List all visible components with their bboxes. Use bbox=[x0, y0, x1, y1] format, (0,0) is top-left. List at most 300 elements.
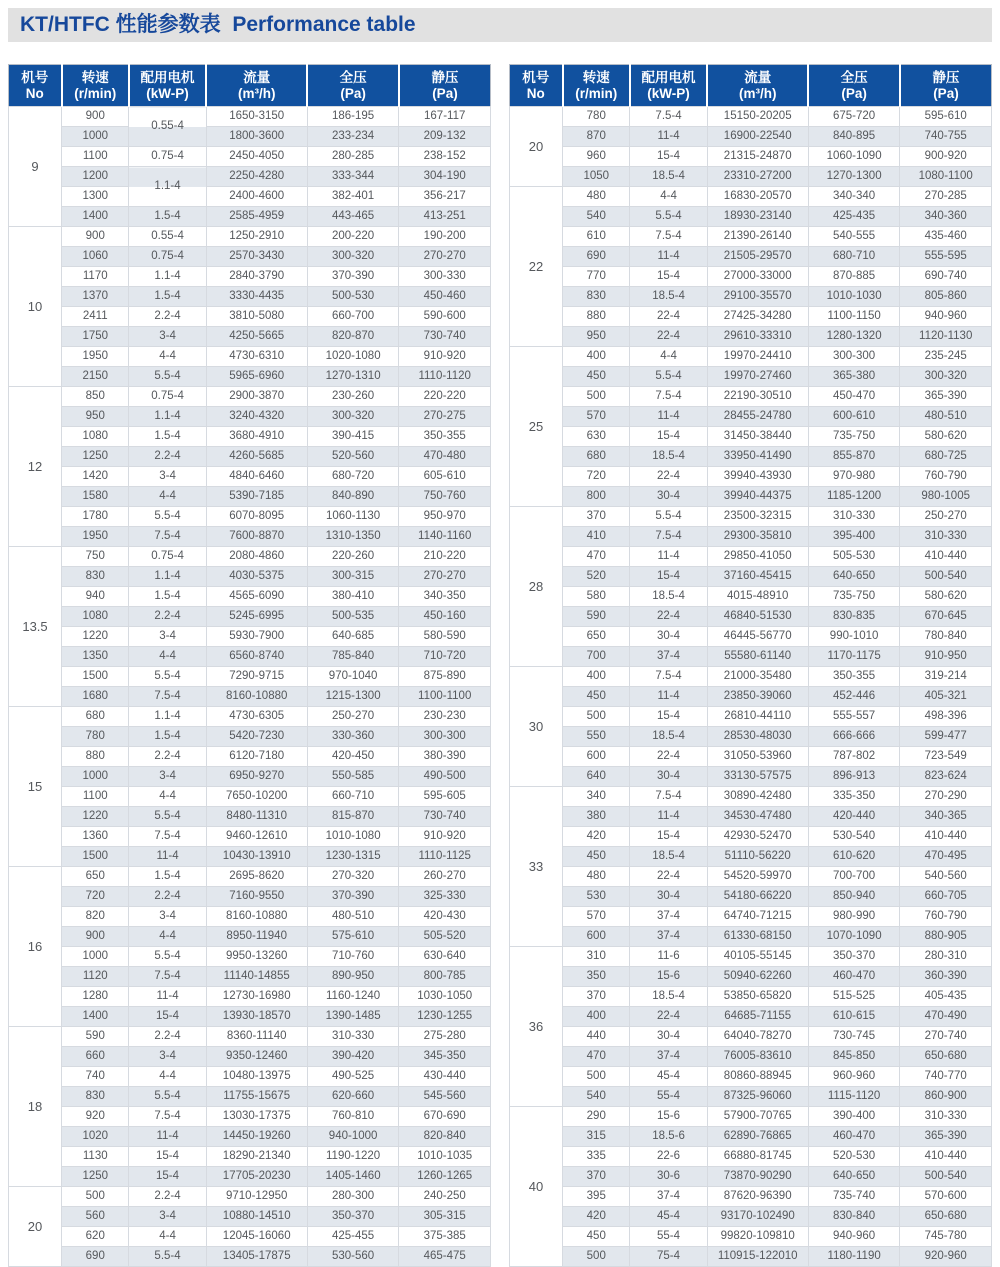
machine-no-cell: 18 bbox=[9, 1027, 62, 1187]
rpm-cell: 1750 bbox=[62, 327, 129, 347]
static-pressure-cell: 405-435 bbox=[900, 987, 992, 1007]
flow-cell: 8480-11310 bbox=[206, 807, 307, 827]
motor-cell: 11-4 bbox=[129, 847, 206, 867]
rpm-cell: 1580 bbox=[62, 487, 129, 507]
machine-no-cell: 40 bbox=[510, 1107, 563, 1267]
full-pressure-cell: 310-330 bbox=[307, 1027, 399, 1047]
full-pressure-cell: 300-320 bbox=[307, 407, 399, 427]
static-pressure-cell: 410-440 bbox=[900, 827, 992, 847]
full-pressure-cell: 575-610 bbox=[307, 927, 399, 947]
static-pressure-cell: 823-624 bbox=[900, 767, 992, 787]
motor-cell: 4-4 bbox=[129, 487, 206, 507]
motor-cell: 4-4 bbox=[129, 787, 206, 807]
flow-cell: 3810-5080 bbox=[206, 307, 307, 327]
full-pressure-cell: 300-300 bbox=[808, 347, 900, 367]
rpm-cell: 570 bbox=[563, 907, 630, 927]
flow-cell: 10430-13910 bbox=[206, 847, 307, 867]
rpm-cell: 450 bbox=[563, 1227, 630, 1247]
motor-cell: 1.5-4 bbox=[129, 287, 206, 307]
machine-no-cell: 30 bbox=[510, 667, 563, 787]
rpm-cell: 830 bbox=[62, 567, 129, 587]
motor-cell: 7.5-4 bbox=[630, 107, 707, 127]
rpm-cell: 380 bbox=[563, 807, 630, 827]
full-pressure-cell: 785-840 bbox=[307, 647, 399, 667]
motor-cell: 2.2-4 bbox=[129, 747, 206, 767]
full-pressure-cell: 640-650 bbox=[808, 567, 900, 587]
rpm-cell: 350 bbox=[563, 967, 630, 987]
static-pressure-cell: 300-330 bbox=[399, 267, 491, 287]
flow-cell: 29300-35810 bbox=[707, 527, 808, 547]
full-pressure-cell: 350-370 bbox=[307, 1207, 399, 1227]
motor-cell: 11-6 bbox=[630, 947, 707, 967]
static-pressure-cell: 240-250 bbox=[399, 1187, 491, 1207]
flow-cell: 8360-11140 bbox=[206, 1027, 307, 1047]
rpm-cell: 540 bbox=[563, 1087, 630, 1107]
full-pressure-cell: 666-666 bbox=[808, 727, 900, 747]
static-pressure-cell: 380-390 bbox=[399, 747, 491, 767]
static-pressure-cell: 260-270 bbox=[399, 867, 491, 887]
static-pressure-cell: 470-490 bbox=[900, 1007, 992, 1027]
full-pressure-cell: 515-525 bbox=[808, 987, 900, 1007]
static-pressure-cell: 304-190 bbox=[399, 167, 491, 187]
column-header: 静压 (Pa) bbox=[900, 65, 992, 107]
flow-cell: 21390-26140 bbox=[707, 227, 808, 247]
static-pressure-cell: 760-790 bbox=[900, 467, 992, 487]
full-pressure-cell: 980-990 bbox=[808, 907, 900, 927]
static-pressure-cell: 730-740 bbox=[399, 327, 491, 347]
full-pressure-cell: 680-710 bbox=[808, 247, 900, 267]
static-pressure-cell: 410-440 bbox=[900, 547, 992, 567]
flow-cell: 29610-33310 bbox=[707, 327, 808, 347]
flow-cell: 8160-10880 bbox=[206, 687, 307, 707]
rpm-cell: 500 bbox=[563, 1067, 630, 1087]
flow-cell: 11140-14855 bbox=[206, 967, 307, 987]
motor-cell: 0.75-4 bbox=[129, 387, 206, 407]
motor-cell: 5.5-4 bbox=[630, 367, 707, 387]
page-title: KT/HTFC 性能参数表 Performance table bbox=[20, 13, 416, 36]
flow-cell: 14450-19260 bbox=[206, 1127, 307, 1147]
full-pressure-cell: 1215-1300 bbox=[307, 687, 399, 707]
static-pressure-cell: 300-320 bbox=[900, 367, 992, 387]
flow-cell: 53850-65820 bbox=[707, 987, 808, 1007]
rpm-cell: 1500 bbox=[62, 667, 129, 687]
full-pressure-cell: 505-530 bbox=[808, 547, 900, 567]
full-pressure-cell: 1070-1090 bbox=[808, 927, 900, 947]
motor-cell: 5.5-4 bbox=[630, 207, 707, 227]
full-pressure-cell: 830-835 bbox=[808, 607, 900, 627]
motor-cell: 3-4 bbox=[129, 767, 206, 787]
flow-cell: 99820-109810 bbox=[707, 1227, 808, 1247]
motor-cell: 11-4 bbox=[630, 407, 707, 427]
motor-cell: 2.2-4 bbox=[129, 1187, 206, 1207]
flow-cell: 13930-18570 bbox=[206, 1007, 307, 1027]
static-pressure-cell: 1030-1050 bbox=[399, 987, 491, 1007]
motor-cell: 5.5-4 bbox=[129, 947, 206, 967]
static-pressure-cell: 910-920 bbox=[399, 347, 491, 367]
flow-cell: 4250-5665 bbox=[206, 327, 307, 347]
flow-cell: 2450-4050 bbox=[206, 147, 307, 167]
flow-cell: 4730-6310 bbox=[206, 347, 307, 367]
static-pressure-cell: 375-385 bbox=[399, 1227, 491, 1247]
flow-cell: 50940-62260 bbox=[707, 967, 808, 987]
static-pressure-cell: 1110-1120 bbox=[399, 367, 491, 387]
rpm-cell: 600 bbox=[563, 747, 630, 767]
flow-cell: 8160-10880 bbox=[206, 907, 307, 927]
static-pressure-cell: 920-960 bbox=[900, 1247, 992, 1267]
full-pressure-cell: 1405-1460 bbox=[307, 1167, 399, 1187]
rpm-cell: 400 bbox=[563, 347, 630, 367]
motor-cell: 22-4 bbox=[630, 307, 707, 327]
rpm-cell: 950 bbox=[563, 327, 630, 347]
motor-cell: 15-4 bbox=[630, 147, 707, 167]
flow-cell: 9460-12610 bbox=[206, 827, 307, 847]
static-pressure-cell: 875-890 bbox=[399, 667, 491, 687]
column-header: 静压 (Pa) bbox=[399, 65, 491, 107]
rpm-cell: 1130 bbox=[62, 1147, 129, 1167]
full-pressure-cell: 735-750 bbox=[808, 427, 900, 447]
flow-cell: 10480-13975 bbox=[206, 1067, 307, 1087]
full-pressure-cell: 220-260 bbox=[307, 547, 399, 567]
rpm-cell: 1950 bbox=[62, 527, 129, 547]
flow-cell: 29850-41050 bbox=[707, 547, 808, 567]
flow-cell: 29100-35570 bbox=[707, 287, 808, 307]
flow-cell: 5390-7185 bbox=[206, 487, 307, 507]
static-pressure-cell: 570-600 bbox=[900, 1187, 992, 1207]
full-pressure-cell: 600-610 bbox=[808, 407, 900, 427]
rpm-cell: 1350 bbox=[62, 647, 129, 667]
full-pressure-cell: 735-750 bbox=[808, 587, 900, 607]
rpm-cell: 1020 bbox=[62, 1127, 129, 1147]
static-pressure-cell: 340-365 bbox=[900, 807, 992, 827]
motor-cell: 22-4 bbox=[630, 747, 707, 767]
full-pressure-cell: 425-455 bbox=[307, 1227, 399, 1247]
motor-cell: 4-4 bbox=[129, 647, 206, 667]
full-pressure-cell: 350-355 bbox=[808, 667, 900, 687]
static-pressure-cell: 670-645 bbox=[900, 607, 992, 627]
column-header: 配用电机 (kW-P) bbox=[129, 65, 206, 107]
static-pressure-cell: 740-770 bbox=[900, 1067, 992, 1087]
flow-cell: 5420-7230 bbox=[206, 727, 307, 747]
flow-cell: 6120-7180 bbox=[206, 747, 307, 767]
full-pressure-cell: 970-1040 bbox=[307, 667, 399, 687]
flow-cell: 33130-57575 bbox=[707, 767, 808, 787]
full-pressure-cell: 1390-1485 bbox=[307, 1007, 399, 1027]
motor-cell: 7.5-4 bbox=[129, 1107, 206, 1127]
static-pressure-cell: 540-560 bbox=[900, 867, 992, 887]
rpm-cell: 1370 bbox=[62, 287, 129, 307]
motor-cell: 5.5-4 bbox=[129, 507, 206, 527]
flow-cell: 39940-44375 bbox=[707, 487, 808, 507]
static-pressure-cell: 710-720 bbox=[399, 647, 491, 667]
rpm-cell: 720 bbox=[62, 887, 129, 907]
flow-cell: 12730-16980 bbox=[206, 987, 307, 1007]
rpm-cell: 370 bbox=[563, 1167, 630, 1187]
flow-cell: 6070-8095 bbox=[206, 507, 307, 527]
motor-cell: 1.5-4 bbox=[129, 867, 206, 887]
machine-no-cell: 13.5 bbox=[9, 547, 62, 707]
motor-cell: 18.5-4 bbox=[630, 987, 707, 1007]
motor-cell: 4-4 bbox=[630, 187, 707, 207]
motor-cell: 15-4 bbox=[630, 827, 707, 847]
rpm-cell: 720 bbox=[563, 467, 630, 487]
full-pressure-cell: 382-401 bbox=[307, 187, 399, 207]
full-pressure-cell: 970-980 bbox=[808, 467, 900, 487]
flow-cell: 46445-56770 bbox=[707, 627, 808, 647]
full-pressure-cell: 520-560 bbox=[307, 447, 399, 467]
flow-cell: 2080-4860 bbox=[206, 547, 307, 567]
machine-no-cell: 10 bbox=[9, 227, 62, 387]
static-pressure-cell: 730-740 bbox=[399, 807, 491, 827]
motor-cell: 0.75-4 bbox=[129, 147, 206, 167]
static-pressure-cell: 1080-1100 bbox=[900, 167, 992, 187]
full-pressure-cell: 675-720 bbox=[808, 107, 900, 127]
column-header: 配用电机 (kW-P) bbox=[630, 65, 707, 107]
rpm-cell: 600 bbox=[563, 927, 630, 947]
flow-cell: 21505-29570 bbox=[707, 247, 808, 267]
rpm-cell: 850 bbox=[62, 387, 129, 407]
full-pressure-cell: 333-344 bbox=[307, 167, 399, 187]
full-pressure-cell: 990-1010 bbox=[808, 627, 900, 647]
flow-cell: 87620-96390 bbox=[707, 1187, 808, 1207]
motor-cell: 15-4 bbox=[630, 707, 707, 727]
motor-cell: 0.55-4 bbox=[129, 107, 206, 147]
static-pressure-cell: 760-790 bbox=[900, 907, 992, 927]
static-pressure-cell: 500-540 bbox=[900, 567, 992, 587]
column-header: 全压 (Pa) bbox=[808, 65, 900, 107]
rpm-cell: 580 bbox=[563, 587, 630, 607]
flow-cell: 2695-8620 bbox=[206, 867, 307, 887]
static-pressure-cell: 450-460 bbox=[399, 287, 491, 307]
motor-cell: 7.5-4 bbox=[129, 527, 206, 547]
rpm-cell: 540 bbox=[563, 207, 630, 227]
full-pressure-cell: 1010-1080 bbox=[307, 827, 399, 847]
rpm-cell: 770 bbox=[563, 267, 630, 287]
motor-cell: 22-4 bbox=[630, 607, 707, 627]
rpm-cell: 450 bbox=[563, 367, 630, 387]
static-pressure-cell: 310-330 bbox=[900, 527, 992, 547]
column-header: 流量 (m³/h) bbox=[707, 65, 808, 107]
rpm-cell: 1060 bbox=[62, 247, 129, 267]
motor-cell: 0.55-4 bbox=[129, 227, 206, 247]
flow-cell: 93170-102490 bbox=[707, 1207, 808, 1227]
full-pressure-cell: 1170-1175 bbox=[808, 647, 900, 667]
static-pressure-cell: 405-321 bbox=[900, 687, 992, 707]
rpm-cell: 450 bbox=[563, 847, 630, 867]
full-pressure-cell: 870-885 bbox=[808, 267, 900, 287]
static-pressure-cell: 430-440 bbox=[399, 1067, 491, 1087]
motor-cell: 11-4 bbox=[630, 687, 707, 707]
static-pressure-cell: 190-200 bbox=[399, 227, 491, 247]
motor-cell: 18.5-4 bbox=[630, 287, 707, 307]
static-pressure-cell: 740-755 bbox=[900, 127, 992, 147]
flow-cell: 57900-70765 bbox=[707, 1107, 808, 1127]
static-pressure-cell: 1010-1035 bbox=[399, 1147, 491, 1167]
motor-cell: 3-4 bbox=[129, 1207, 206, 1227]
flow-cell: 1250-2910 bbox=[206, 227, 307, 247]
full-pressure-cell: 640-685 bbox=[307, 627, 399, 647]
full-pressure-cell: 420-440 bbox=[808, 807, 900, 827]
rpm-cell: 370 bbox=[563, 507, 630, 527]
motor-cell: 22-4 bbox=[630, 867, 707, 887]
flow-cell: 110915-122010 bbox=[707, 1247, 808, 1267]
static-pressure-cell: 505-520 bbox=[399, 927, 491, 947]
rpm-cell: 335 bbox=[563, 1147, 630, 1167]
full-pressure-cell: 820-870 bbox=[307, 327, 399, 347]
motor-cell: 11-4 bbox=[630, 807, 707, 827]
rpm-cell: 530 bbox=[563, 887, 630, 907]
full-pressure-cell: 830-840 bbox=[808, 1207, 900, 1227]
full-pressure-cell: 480-510 bbox=[307, 907, 399, 927]
full-pressure-cell: 555-557 bbox=[808, 707, 900, 727]
flow-cell: 23500-32315 bbox=[707, 507, 808, 527]
full-pressure-cell: 1270-1310 bbox=[307, 367, 399, 387]
flow-cell: 30890-42480 bbox=[707, 787, 808, 807]
motor-cell: 4-4 bbox=[129, 1067, 206, 1087]
rpm-cell: 2150 bbox=[62, 367, 129, 387]
flow-cell: 42930-52470 bbox=[707, 827, 808, 847]
flow-cell: 16900-22540 bbox=[707, 127, 808, 147]
static-pressure-cell: 980-1005 bbox=[900, 487, 992, 507]
rpm-cell: 500 bbox=[563, 387, 630, 407]
machine-no-cell: 9 bbox=[9, 107, 62, 227]
static-pressure-cell: 500-540 bbox=[900, 1167, 992, 1187]
motor-cell: 45-4 bbox=[630, 1067, 707, 1087]
motor-cell: 37-4 bbox=[630, 1047, 707, 1067]
rpm-cell: 420 bbox=[563, 1207, 630, 1227]
flow-cell: 4840-6460 bbox=[206, 467, 307, 487]
static-pressure-cell: 650-680 bbox=[900, 1207, 992, 1227]
flow-cell: 40105-55145 bbox=[707, 947, 808, 967]
flow-cell: 4565-6090 bbox=[206, 587, 307, 607]
motor-cell: 1.1-4 bbox=[129, 407, 206, 427]
rpm-cell: 1250 bbox=[62, 447, 129, 467]
full-pressure-cell: 1270-1300 bbox=[808, 167, 900, 187]
rpm-cell: 950 bbox=[62, 407, 129, 427]
rpm-cell: 640 bbox=[563, 767, 630, 787]
flow-cell: 8950-11940 bbox=[206, 927, 307, 947]
motor-cell: 55-4 bbox=[630, 1087, 707, 1107]
static-pressure-cell: 1120-1130 bbox=[900, 327, 992, 347]
motor-cell: 11-4 bbox=[630, 547, 707, 567]
motor-cell: 45-4 bbox=[630, 1207, 707, 1227]
motor-cell: 5.5-4 bbox=[129, 1087, 206, 1107]
static-pressure-cell: 270-740 bbox=[900, 1027, 992, 1047]
motor-cell: 18.5-4 bbox=[630, 167, 707, 187]
rpm-cell: 830 bbox=[62, 1087, 129, 1107]
motor-cell: 18.5-4 bbox=[630, 847, 707, 867]
rpm-cell: 620 bbox=[62, 1227, 129, 1247]
flow-cell: 2585-4959 bbox=[206, 207, 307, 227]
rpm-cell: 550 bbox=[563, 727, 630, 747]
flow-cell: 64685-71155 bbox=[707, 1007, 808, 1027]
motor-cell: 15-4 bbox=[129, 1147, 206, 1167]
static-pressure-cell: 1230-1255 bbox=[399, 1007, 491, 1027]
flow-cell: 12045-16060 bbox=[206, 1227, 307, 1247]
flow-cell: 22190-30510 bbox=[707, 387, 808, 407]
full-pressure-cell: 1100-1150 bbox=[808, 307, 900, 327]
motor-cell: 5.5-4 bbox=[129, 667, 206, 687]
static-pressure-cell: 590-600 bbox=[399, 307, 491, 327]
rpm-cell: 1500 bbox=[62, 847, 129, 867]
full-pressure-cell: 1160-1240 bbox=[307, 987, 399, 1007]
rpm-cell: 1360 bbox=[62, 827, 129, 847]
rpm-cell: 900 bbox=[62, 227, 129, 247]
full-pressure-cell: 610-615 bbox=[808, 1007, 900, 1027]
static-pressure-cell: 580-620 bbox=[900, 587, 992, 607]
static-pressure-cell: 660-705 bbox=[900, 887, 992, 907]
flow-cell: 27000-33000 bbox=[707, 267, 808, 287]
motor-cell: 30-4 bbox=[630, 1027, 707, 1047]
static-pressure-cell: 490-500 bbox=[399, 767, 491, 787]
motor-cell: 11-4 bbox=[129, 1127, 206, 1147]
flow-cell: 21315-24870 bbox=[707, 147, 808, 167]
rpm-cell: 1100 bbox=[62, 787, 129, 807]
static-pressure-cell: 238-152 bbox=[399, 147, 491, 167]
rpm-cell: 1000 bbox=[62, 127, 129, 147]
rpm-cell: 470 bbox=[563, 1047, 630, 1067]
full-pressure-cell: 280-300 bbox=[307, 1187, 399, 1207]
rpm-cell: 1950 bbox=[62, 347, 129, 367]
column-header: 机号 No bbox=[510, 65, 563, 107]
rpm-cell: 780 bbox=[563, 107, 630, 127]
full-pressure-cell: 200-220 bbox=[307, 227, 399, 247]
motor-cell: 22-6 bbox=[630, 1147, 707, 1167]
static-pressure-cell: 1100-1100 bbox=[399, 687, 491, 707]
flow-cell: 54180-66220 bbox=[707, 887, 808, 907]
motor-cell: 75-4 bbox=[630, 1247, 707, 1267]
rpm-cell: 400 bbox=[563, 1007, 630, 1027]
flow-cell: 6560-8740 bbox=[206, 647, 307, 667]
rpm-cell: 780 bbox=[62, 727, 129, 747]
flow-cell: 55580-61140 bbox=[707, 647, 808, 667]
static-pressure-cell: 595-610 bbox=[900, 107, 992, 127]
motor-cell: 2.2-4 bbox=[129, 1027, 206, 1047]
rpm-cell: 470 bbox=[563, 547, 630, 567]
rpm-cell: 750 bbox=[62, 547, 129, 567]
machine-no-cell: 25 bbox=[510, 347, 563, 507]
rpm-cell: 1000 bbox=[62, 947, 129, 967]
machine-no-cell: 15 bbox=[9, 707, 62, 867]
motor-cell: 0.75-4 bbox=[129, 547, 206, 567]
full-pressure-cell: 540-555 bbox=[808, 227, 900, 247]
rpm-cell: 1050 bbox=[563, 167, 630, 187]
flow-cell: 11755-15675 bbox=[206, 1087, 307, 1107]
full-pressure-cell: 640-650 bbox=[808, 1167, 900, 1187]
motor-cell: 1.5-4 bbox=[129, 207, 206, 227]
flow-cell: 62890-76865 bbox=[707, 1127, 808, 1147]
column-header: 流量 (m³/h) bbox=[206, 65, 307, 107]
static-pressure-cell: 650-680 bbox=[900, 1047, 992, 1067]
full-pressure-cell: 530-560 bbox=[307, 1247, 399, 1267]
static-pressure-cell: 340-360 bbox=[900, 207, 992, 227]
flow-cell: 28530-48030 bbox=[707, 727, 808, 747]
full-pressure-cell: 940-1000 bbox=[307, 1127, 399, 1147]
rpm-cell: 1780 bbox=[62, 507, 129, 527]
motor-cell: 37-4 bbox=[630, 907, 707, 927]
flow-cell: 4015-48910 bbox=[707, 587, 808, 607]
motor-cell: 30-6 bbox=[630, 1167, 707, 1187]
full-pressure-cell: 390-415 bbox=[307, 427, 399, 447]
full-pressure-cell: 1180-1190 bbox=[808, 1247, 900, 1267]
motor-cell: 15-6 bbox=[630, 967, 707, 987]
full-pressure-cell: 233-234 bbox=[307, 127, 399, 147]
static-pressure-cell: 750-760 bbox=[399, 487, 491, 507]
motor-cell: 55-4 bbox=[630, 1227, 707, 1247]
rpm-cell: 870 bbox=[563, 127, 630, 147]
static-pressure-cell: 345-350 bbox=[399, 1047, 491, 1067]
static-pressure-cell: 350-355 bbox=[399, 427, 491, 447]
motor-cell: 7.5-4 bbox=[630, 667, 707, 687]
